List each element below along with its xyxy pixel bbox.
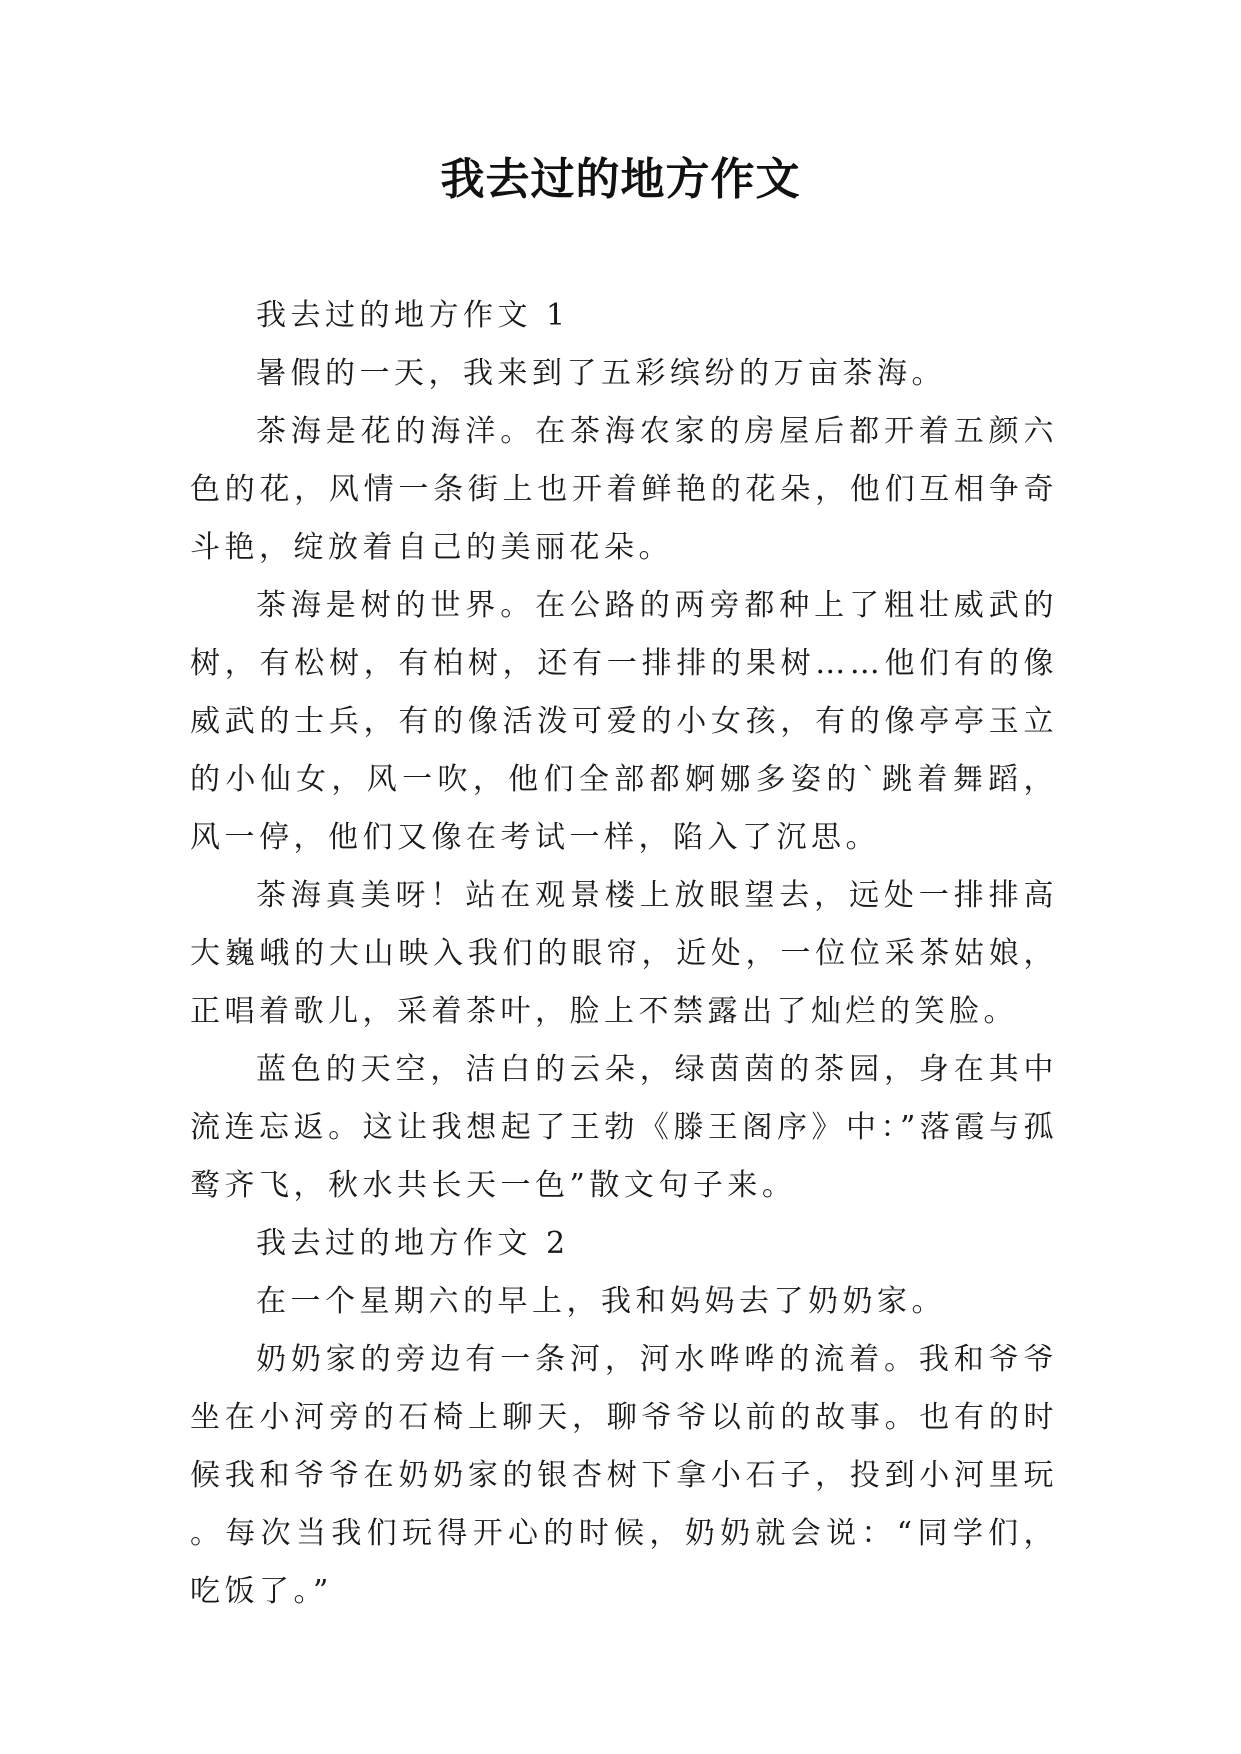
paragraph: 奶奶家的旁边有一条河，河水哗哗的流着。我和爷爷坐在小河旁的石椅上聊天，聊爷爷以前的故事。也有的时候我和爷爷在奶奶家的银杏树下拿小石子，投到小河里玩。每次当我们玩得开心的时候，奶奶就会说：“同学们，吃饭了。” <box>190 1342 1058 1609</box>
paragraph: 在一个星期六的早上，我和妈妈去了奶奶家。 <box>256 1284 946 1319</box>
paragraph: 茶海是树的世界。在公路的两旁都种上了粗壮威武的树，有松树，有柏树，还有一排排的果树……他们有的像威武的士兵，有的像活泼可爱的小女孩，有的像亭亭玉立的小仙女，风一吹，他们全部都婀娜多姿的`跳着舞蹈，风一停，他们又像在考试一样，陷入了沉思。 <box>190 588 1058 855</box>
document-body <box>190 287 1058 1621</box>
section-heading-1: 我去过的地方作文 1 <box>256 298 570 333</box>
paragraph: 茶海是花的海洋。在茶海农家的房屋后都开着五颜六色的花，风情一条街上也开着鲜艳的花朵，他们互相争奇斗艳，绽放着自己的美丽花朵。 <box>190 414 1058 565</box>
document-title: 我去过的地方作文 <box>440 154 801 205</box>
paragraph: 茶海真美呀！站在观景楼上放眼望去，远处一排排高大巍峨的大山映入我们的眼帘，近处，一位位采茶姑娘，正唱着歌儿，采着茶叶，脸上不禁露出了灿烂的笑脸。 <box>190 878 1058 1029</box>
paragraph: 蓝色的天空，洁白的云朵，绿茵茵的茶园，身在其中流连忘返。这让我想起了王勃《滕王阁序》中：”落霞与孤鹜齐飞，秋水共长天一色”散文句子来。 <box>190 1052 1058 1203</box>
section-heading-2: 我去过的地方作文 2 <box>256 1226 570 1261</box>
paragraph: 暑假的一天，我来到了五彩缤纷的万亩茶海。 <box>256 356 946 391</box>
